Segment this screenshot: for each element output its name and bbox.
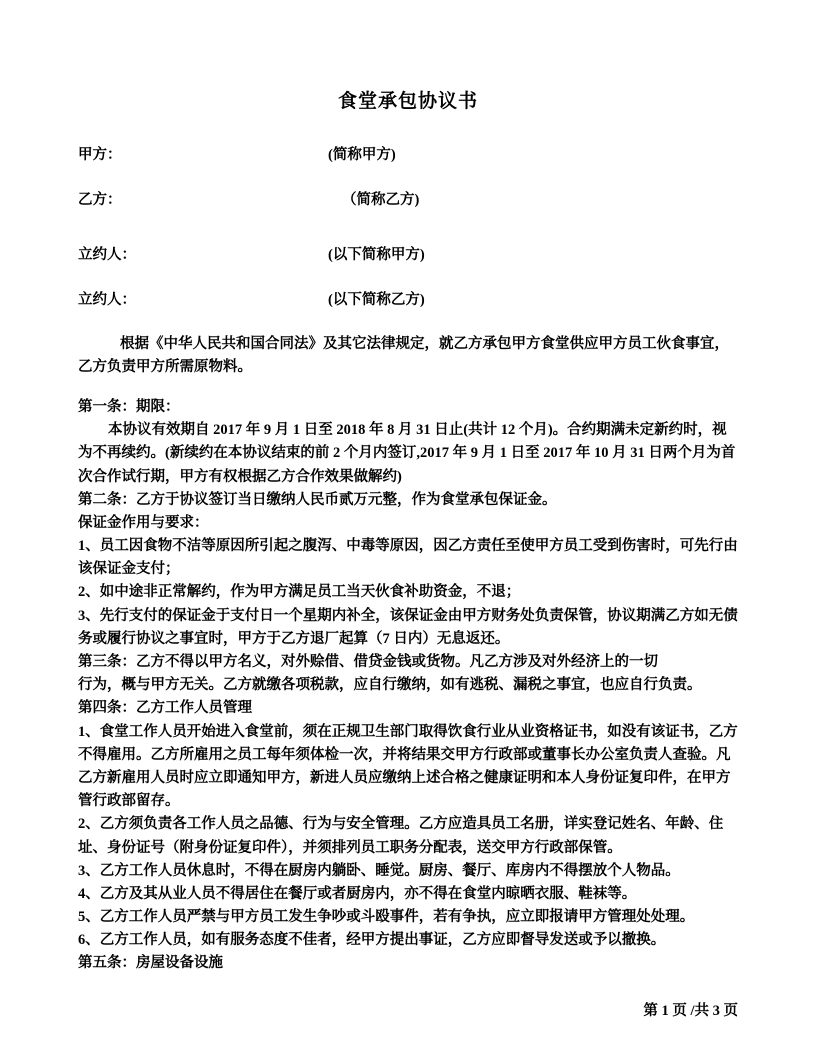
clause-title: 乙方工作人员管理 <box>136 700 252 717</box>
party-value: (以下简称甲方) <box>328 247 425 263</box>
clause-2 <box>78 489 738 651</box>
clause-number: 第三条： <box>78 654 136 671</box>
clause-title: 乙方于协议签订当日缴纳人民币贰万元整，作为食堂承包保证金。 <box>136 491 557 508</box>
page-title: 食堂承包协议书 <box>337 91 478 112</box>
party-value: (以下简称乙方) <box>328 292 425 308</box>
party-value: (简称甲方) <box>328 147 396 163</box>
clause-text: 1、食堂工作人员开始进入食堂前，须在正规卫生部门取得饮食行业从业资格证书，如没有该证书，乙方不得雇用。乙方所雇用之员工每年须体检一次，并将结果交甲方行政部或董事长办公室负责人查验。凡乙方新雇用人员时应立即通知甲方，新进人员应缴纳上述合格之健康证明和本人身份证复印件，在甲方管行政部留存。 <box>78 723 738 810</box>
clause-text: 6、乙方工作人员，如有服务态度不佳者，经甲方提出事证，乙方应即督导发送或予以撤换。 <box>78 932 666 949</box>
preamble-paragraph: 根据《中华人民共和国合同法》及其它法律规定，就乙方承包甲方食堂供应甲方员工伙食事宜，乙方负责甲方所需原物料。 <box>78 336 729 376</box>
clause-text: 2、如中途非正常解约，作为甲方满足员工当天伙食补助资金，不退； <box>78 584 521 601</box>
clause-heading <box>78 697 738 720</box>
clause-heading <box>78 651 738 674</box>
clause-text: 4、乙方及其从业人员不得居住在餐厅或者厨房内，亦不得在食堂内晾晒衣服、鞋袜等。 <box>78 885 637 902</box>
party-label: 立约人： <box>78 292 136 308</box>
party-row <box>78 188 738 209</box>
clause-5 <box>78 952 738 975</box>
clause-number: 第二条： <box>78 491 136 508</box>
clause-text: 本协议有效期自 2017 年 9 月 1 日至 2018 年 8 月 31 日止(共计 12 个月)。合约期满未定新约时，视为不再续约。(新续约在本协议结束的前 2 个月内签订,2017 年 9 月 1 日至 2017 年 10 月 31 日两个月为首次合作试行期，甲方有权根据乙方合作效果做解约) <box>78 422 736 485</box>
party-row <box>78 288 738 309</box>
clause-heading <box>78 396 738 419</box>
clause-title: 房屋设备设施 <box>136 955 223 972</box>
clause-1 <box>78 396 738 489</box>
clause-number: 第五条： <box>78 955 136 972</box>
party-row <box>78 243 738 264</box>
party-label: 立约人： <box>78 247 136 263</box>
clause-text: 3、乙方工作人员休息时，不得在厨房内躺卧、睡觉。厨房、餐厅、库房内不得摆放个人物品。 <box>78 862 680 879</box>
clause-heading <box>78 489 738 512</box>
party-value: （简称乙方) <box>342 192 420 208</box>
page-footer: 第 1 页 /共 3 页 <box>643 1003 738 1019</box>
clause-text: 2、乙方须负责各工作人员之品德、行为与安全管理。乙方应造具员工名册，详实登记姓名、年龄、住址、身份证号（附身份证复印件），并须排列员工职务分配表，送交甲方行政部保管。 <box>78 816 724 856</box>
clause-number: 第一条： <box>78 398 136 415</box>
clause-text: 保证金作用与要求： <box>78 514 209 531</box>
clause-text: 1、员工因食物不洁等原因所引起之腹泻、中毒等原因，因乙方责任至使甲方员工受到伤害时，可先行由该保证金支付； <box>78 538 738 578</box>
clause-4 <box>78 697 738 952</box>
spacer <box>78 233 738 243</box>
parties-block <box>78 143 738 309</box>
clause-heading <box>78 952 738 975</box>
clause-number: 第四条： <box>78 700 136 717</box>
clause-text: 行为，概与甲方无关。乙方就缴各项税款，应自行缴纳，如有逃税、漏税之事宜，也应自行负责。 <box>78 677 702 694</box>
clause-title: 期限： <box>136 398 180 415</box>
party-label: 甲方： <box>78 147 122 163</box>
clause-text: 5、乙方工作人员严禁与甲方员工发生争吵或斗殴事件，若有争执，应立即报请甲方管理处处理。 <box>78 909 695 926</box>
party-label: 乙方： <box>78 192 122 208</box>
clause-text: 3、先行支付的保证金于支付日一个星期内补全，该保证金由甲方财务处负责保管，协议期满乙方如无债务或履行协议之事宜时，甲方于乙方退厂起算（7 日内）无息返还。 <box>78 607 738 647</box>
clause-title: 乙方不得以甲方名义，对外赊借、借贷金钱或货物。凡乙方涉及对外经济上的一切 <box>136 654 658 671</box>
clause-3 <box>78 651 738 697</box>
party-row <box>78 143 738 164</box>
